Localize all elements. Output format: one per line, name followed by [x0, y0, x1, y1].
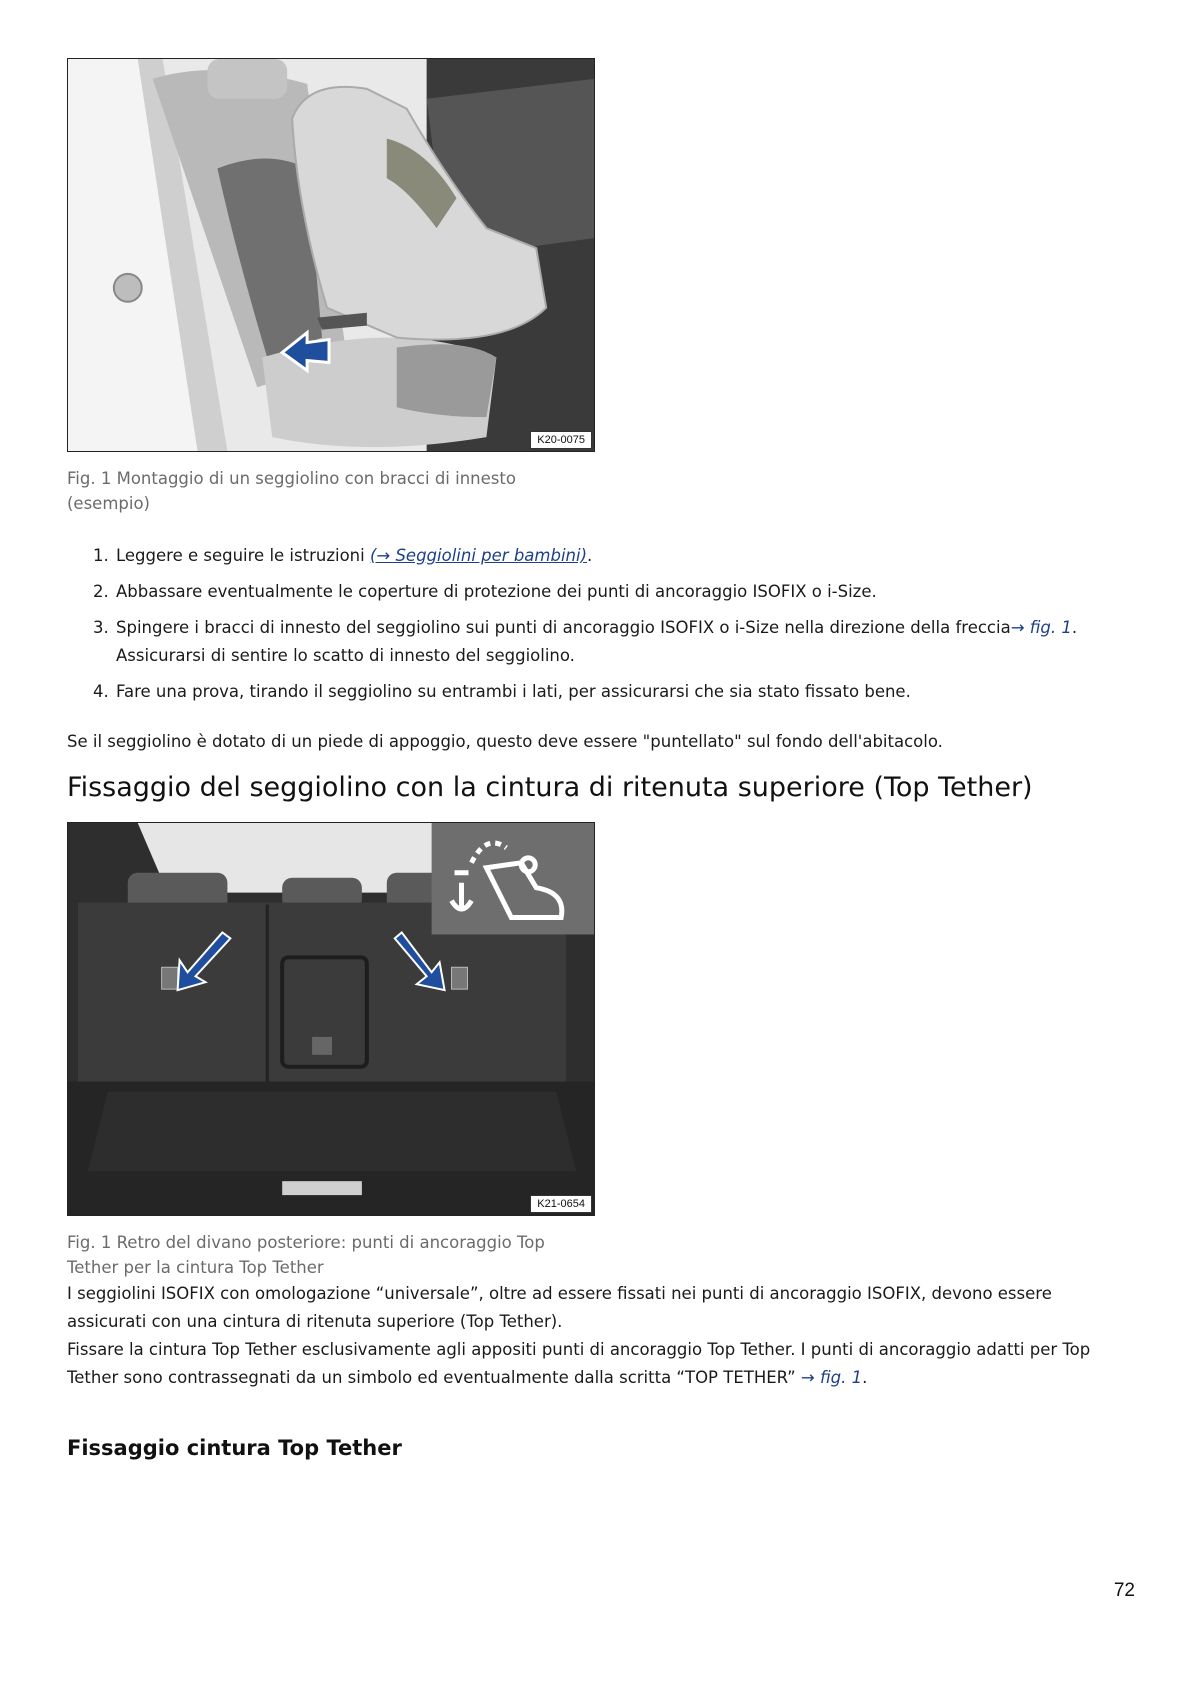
step-item [114, 678, 1127, 706]
car-seat-illustration [68, 59, 594, 451]
figure-1-caption: Fig. 1 Montaggio di un seggiolino con bracci di innesto (esempio) [67, 469, 516, 513]
figure-2-top-tether-image [67, 822, 595, 1216]
step-item [114, 578, 1127, 606]
step-after: . [587, 546, 593, 565]
support-leg-note: Se il seggiolino è dotato di un piede di appoggio, questo deve essere "puntellato" sul fondo dell'abitacolo. [67, 732, 943, 751]
step-after: . Assicurarsi di sentire lo scatto di innesto del seggiolino. [116, 618, 1078, 665]
section-title: Fissaggio del seggiolino con la cintura di ritenuta superiore (Top Tether) [67, 772, 1033, 803]
figure-2-caption: Fig. 1 Retro del divano posteriore: punti di ancoraggio Top Tether per la cintura Top Tether [67, 1233, 545, 1277]
page-content [67, 58, 1127, 1460]
isofix-paragraph: I seggiolini ISOFIX con omologazione “universale”, oltre ad essere fissati nei punti di ancoraggio ISOFIX, devono essere assicurati con una cintura di ritenuta superiore (Top Tether). [67, 1284, 1052, 1331]
top-tether-paragraph [67, 1336, 1127, 1392]
link-seggiolini[interactable]: (→ Seggiolini per bambini) [369, 546, 588, 565]
page-number: 72 [1113, 1580, 1135, 1601]
link-fig-1[interactable]: → fig. 1 [1010, 618, 1072, 637]
step-text: Fare una prova, tirando il seggiolino su entrambi i lati, per assicurarsi che sia stato fissato bene. [116, 682, 911, 701]
step-text: Leggere e seguire le istruzioni [116, 546, 370, 565]
subheading: Fissaggio cintura Top Tether [67, 1436, 402, 1460]
instruction-steps [67, 542, 1127, 706]
top-tether-illustration [68, 823, 594, 1215]
step-text: Abbassare eventualmente le coperture di protezione dei punti di ancoraggio ISOFIX o i-Size. [116, 582, 877, 601]
figure-2-code: K21-0654 [530, 1195, 592, 1213]
figure-1-code: K20-0075 [530, 431, 592, 449]
paragraph-text: Fissare la cintura Top Tether esclusivamente agli appositi punti di ancoraggio Top Tether. I punti di ancoraggio adatti per Top Tether sono contrassegnati da un simbolo ed eventualmente dalla scritta “TOP TETHER” [67, 1340, 1091, 1387]
figure-1-car-seat-image [67, 58, 595, 452]
paragraph-after: . [862, 1368, 868, 1387]
link-fig-1-tether[interactable]: → fig. 1 [800, 1368, 863, 1387]
step-item [114, 614, 1127, 670]
step-text: Spingere i bracci di innesto del seggiolino sui punti di ancoraggio ISOFIX o i-Size nella direzione della freccia [116, 618, 1011, 637]
step-item [114, 542, 1127, 570]
